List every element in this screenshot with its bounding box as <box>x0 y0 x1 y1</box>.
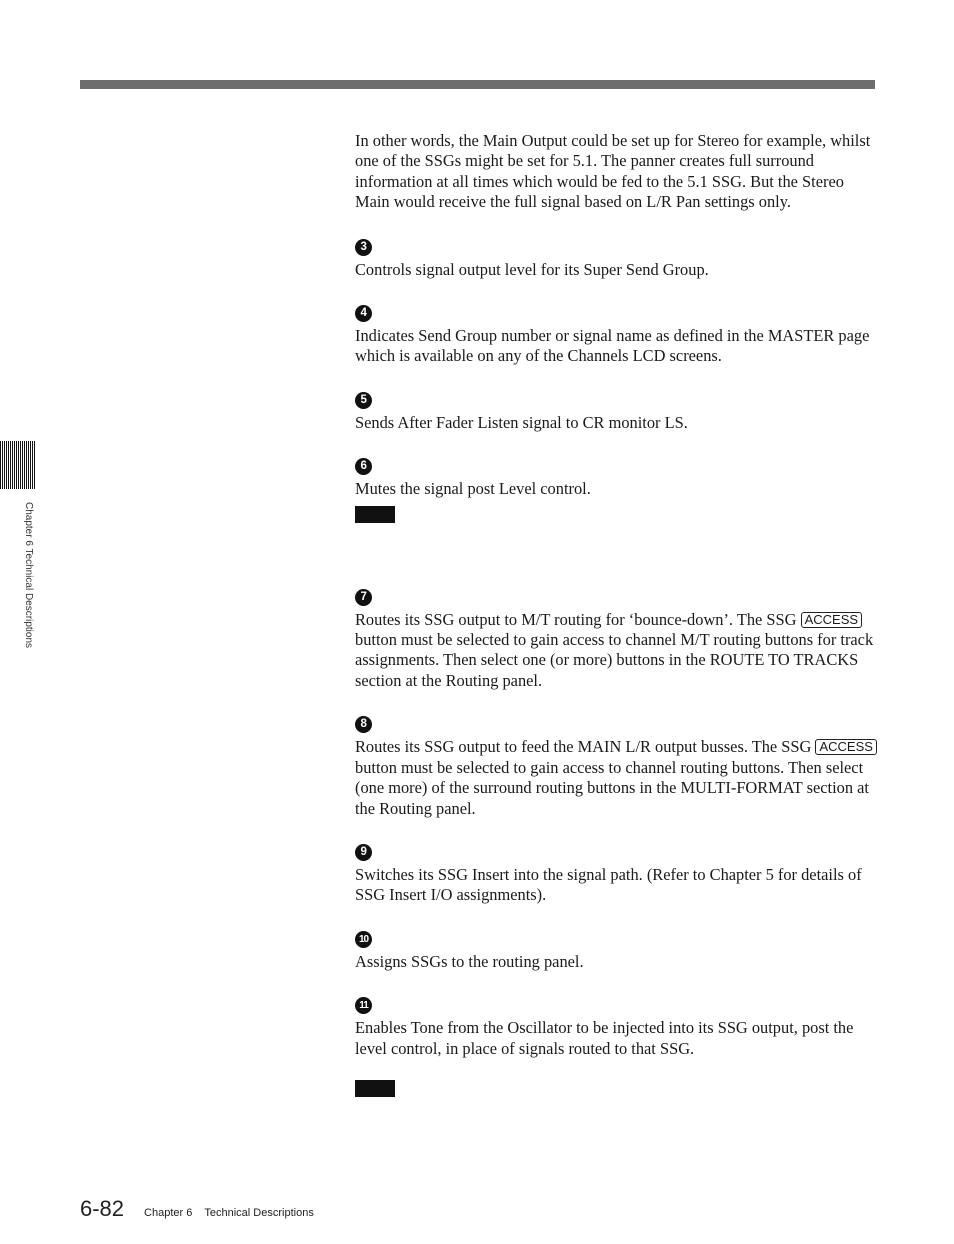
list-item <box>355 585 880 692</box>
access-button-label: ACCESS <box>815 739 876 755</box>
callout-number-8: 8 <box>355 716 372 733</box>
callout-number-7: 7 <box>355 589 372 606</box>
callout-number-5: 5 <box>355 392 372 409</box>
item-text: Indicates Send Group number or signal name as defined in the MASTER page which is available on any of the Channels LCD screens. <box>355 326 870 366</box>
item-text-post: button must be selected to gain access to channel routing buttons. Then select (one more) of the surround routing buttons in the MULTI-FORMAT section at the Routing panel. <box>355 757 869 818</box>
item-text: Enables Tone from the Oscillator to be injected into its SSG output, post the level control, in place of signals routed to that SSG. <box>355 1018 854 1058</box>
item-text-pre: Routes its SSG output to M/T routing for ‘bounce-down’. The SSG <box>355 609 801 629</box>
footer-chapter-title: Chapter 6 Technical Descriptions <box>144 1207 314 1219</box>
list-item <box>355 301 880 367</box>
item-text <box>355 610 880 692</box>
access-button-label: ACCESS <box>801 612 862 628</box>
item-text: Mutes the signal post Level control. <box>355 479 591 499</box>
callout-number-9: 9 <box>355 844 372 861</box>
header-rule <box>80 80 875 89</box>
callout-number-11: 11 <box>355 997 372 1014</box>
list-item <box>355 388 880 433</box>
callout-number-6: 6 <box>355 458 372 475</box>
main-content <box>355 131 880 1097</box>
list-item <box>355 927 880 972</box>
callout-number-4: 4 <box>355 305 372 322</box>
list-item <box>355 454 880 499</box>
callout-number-3: 3 <box>355 239 372 256</box>
callout-number-10: 10 <box>355 931 372 948</box>
item-text: Switches its SSG Insert into the signal path. (Refer to Chapter 5 for details of SSG Insert I/O assignments). <box>355 864 862 905</box>
list-item <box>355 840 880 906</box>
list-item <box>355 235 880 280</box>
list-item <box>355 712 880 819</box>
page-number: 6-82 <box>80 1196 125 1221</box>
item-text <box>355 737 880 819</box>
chapter-tab-marker <box>0 441 36 489</box>
note-marker <box>355 506 395 523</box>
item-text: Controls signal output level for its Super Send Group. <box>355 259 709 279</box>
item-text: Sends After Fader Listen signal to CR monitor LS. <box>355 412 688 432</box>
item-text-post: button must be selected to gain access to channel M/T routing buttons for track assignments. Then select one (or more) buttons in the ROUTE TO TRACKS section at the Routing panel. <box>355 630 874 690</box>
side-chapter-label: Chapter 6 Technical Descriptions <box>23 502 34 649</box>
note-marker <box>355 1080 395 1097</box>
item-text-pre: Routes its SSG output to feed the MAIN L/R output busses. The SSG <box>355 737 816 757</box>
intro-paragraph: In other words, the Main Output could be set up for Stereo for example, whilst one of the SSGs might be set for 5.1. The panner creates full surround information at all times which would be fed to the 5.1 SSG. But the Stereo Main would receive the full signal based on L/R Pan settings only. <box>355 131 871 212</box>
item-text: Assigns SSGs to the routing panel. <box>355 951 584 971</box>
list-item <box>355 993 880 1059</box>
page-footer <box>80 1196 314 1222</box>
